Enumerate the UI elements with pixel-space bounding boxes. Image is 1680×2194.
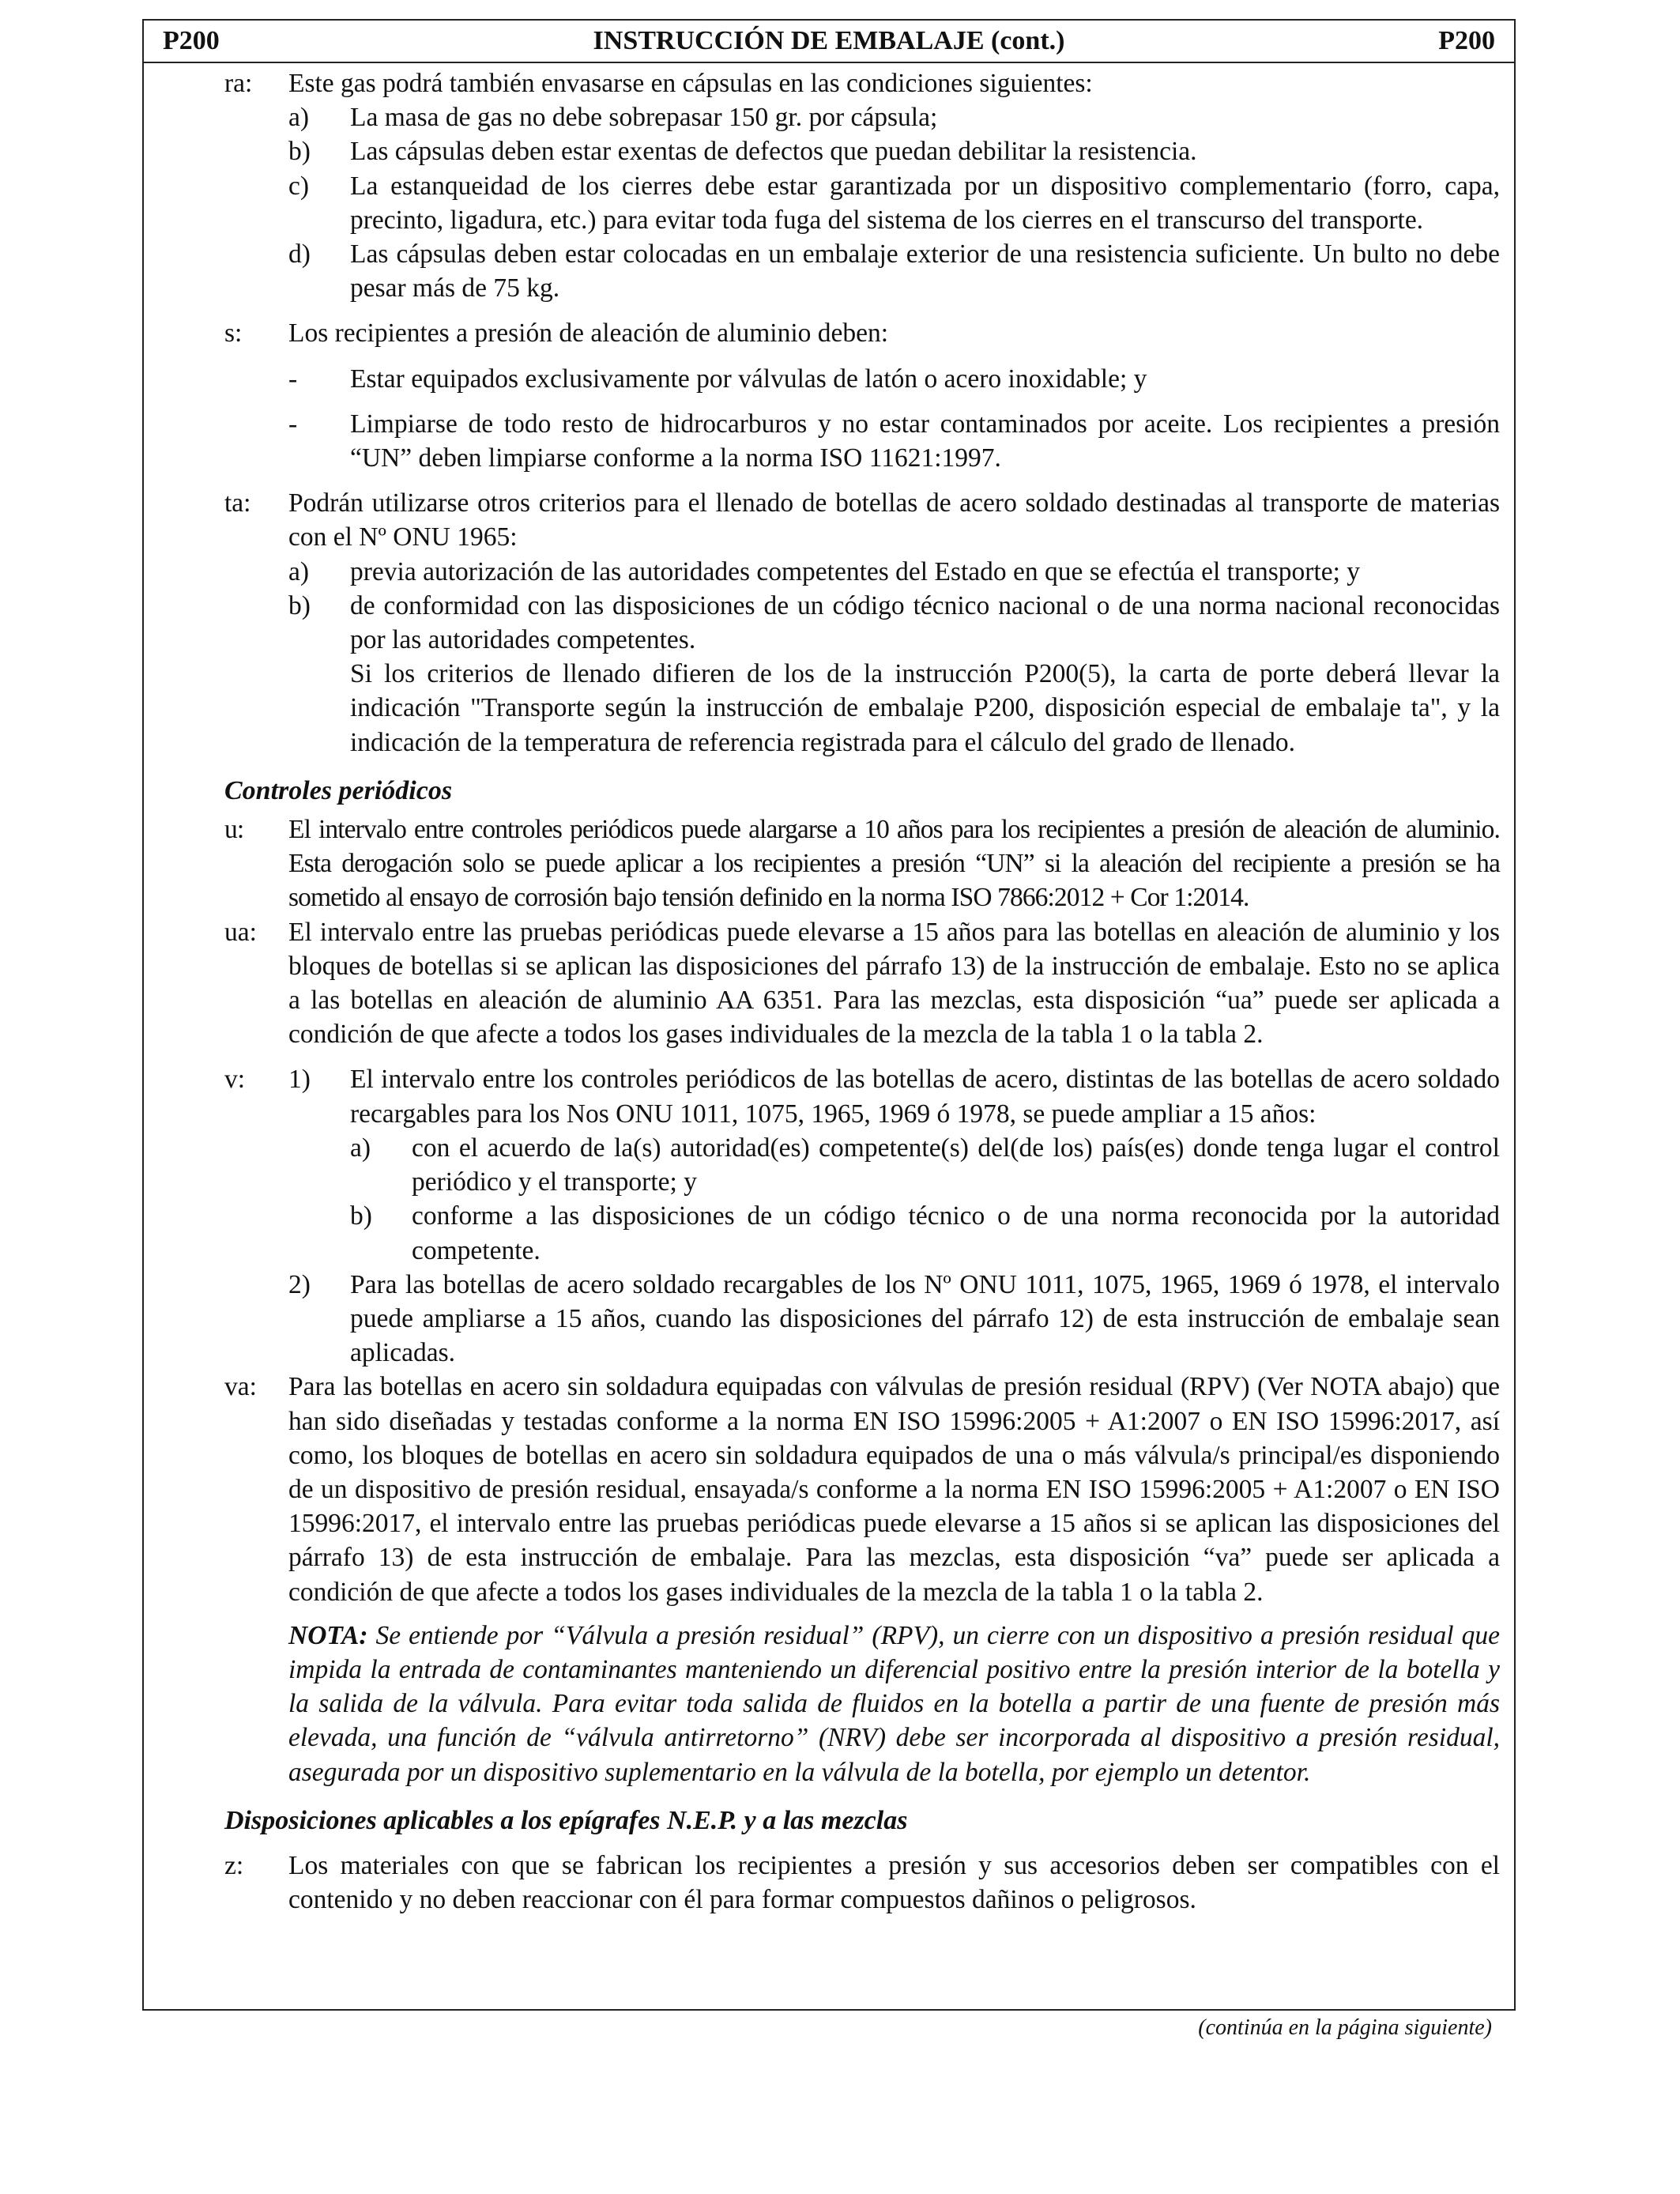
item-text: La masa de gas no debe sobrepasar 150 gr. por cápsula; [350, 103, 938, 133]
item-label: d) [288, 239, 311, 270]
provision-text: Podrán utilizarse otros criterios para el llenado de botellas de acero soldado destinadas al transporte de materias con el Nº ONU 1965: [288, 488, 1500, 552]
note-label: NOTA: [288, 1620, 368, 1650]
item-text: Las cápsulas deben estar exentas de defectos que puedan debilitar la resistencia. [350, 137, 1197, 167]
instruction-content [144, 66, 1514, 2009]
instruction-frame [142, 19, 1516, 2011]
list-item [288, 589, 1500, 657]
provision-ta [144, 486, 1514, 760]
continuation-note: (continúa en la página siguiente) [1198, 2015, 1492, 2040]
provision-tag: ra: [224, 69, 253, 98]
item-text: de conformidad con las disposiciones de un código técnico nacional o de una norma nacional reconocidas por las autoridades competentes. [350, 590, 1500, 655]
provision-ra [144, 66, 1514, 305]
item-label: a) [350, 1133, 371, 1163]
note-block [288, 1619, 1500, 1789]
provision-tag: u: [224, 815, 244, 845]
item-text: El intervalo entre los controles periódicos de las botellas de acero, distintas de las botellas de acero soldado recargables para los Nos ONU 1011, 1075, 1965, 1969 ó 1978, se puede ampliar a 15 años: [350, 1065, 1500, 1129]
provision-text: El intervalo entre las pruebas periódicas puede elevarse a 15 años para las botellas en aleación de aluminio y los bloques de botellas si se aplican las disposiciones del párrafo 13) de la instrucción de embalaje. Esto no se aplica a las botellas en aleación de aluminio AA 6351. Para las mezclas, esta disposición “ua” puede ser aplicada a condición de que afecte a todos los gases individuales de la mezcla de la tabla 1 o la tabla 2. [288, 917, 1500, 1050]
provision-text: Para las botellas en acero sin soldadura equipadas con válvulas de presión residual (RPV) (Ver NOTA abajo) que han sido diseñadas y testadas conforme a la norma EN ISO 15996:2005 + A1:2007 o EN ISO 15996:2017, así como, los bloques de botellas en acero sin soldadura equipados de una o más válvula/s principal/es disponiendo de un dispositivo de presión residual, ensayada/s conforme a la norma EN ISO 15996:2005 + A1:2007 o EN ISO 15996:2017, el intervalo entre las pruebas periódicas puede elevarse a 15 años si se aplican las disposiciones del párrafo 13) de esta instrucción de embalaje. Para las mezclas, esta disposición “va” puede ser aplicada a condición de que afecte a todos los gases individuales de la mezcla de la tabla 1 o la tabla 2. [288, 1372, 1500, 1607]
item-label: a) [288, 556, 310, 586]
item-text: previa autorización de las autoridades competentes del Estado en que se efectúa el transporte; y [350, 556, 1361, 586]
provision-ua [144, 915, 1514, 1052]
provision-tag: ua: [224, 917, 257, 947]
item-label: b) [288, 137, 311, 167]
item-label: a) [288, 103, 310, 133]
provision-tag: s: [224, 319, 243, 349]
list-item [288, 407, 1500, 475]
list-item [288, 1062, 1500, 1267]
provision-text: Los materiales con que se fabrican los recipientes a presión y sus accesorios deben ser compatibles con el contenido y no deben reaccionar con él para formar compuestos dañinos o peligrosos. [288, 1850, 1500, 1915]
item-text: Para las botellas de acero soldado recargables de los Nº ONU 1011, 1075, 1965, 1969 ó 1978, el intervalo puede ampliarse a 15 años, cuando las disposiciones del párrafo 12) de esta instrucción de embalaje sean aplicadas. [350, 1269, 1500, 1368]
item-text: Limpiarse de todo resto de hidrocarburos y no estar contaminados por aceite. Los recipientes a presión “UN” deben limpiarse conforme a la norma ISO 11621:1997. [350, 409, 1500, 473]
list-item [288, 237, 1500, 305]
header-right-code: P200 [1438, 26, 1495, 55]
list-item [288, 169, 1500, 237]
list-item [288, 1268, 1500, 1370]
item-label: - [288, 364, 298, 394]
provision-tag: va: [224, 1372, 257, 1402]
provision-z [144, 1849, 1514, 1917]
list-item [350, 1131, 1500, 1199]
item-label: b) [288, 590, 311, 620]
header-title: INSTRUCCIÓN DE EMBALAJE (cont.) [593, 26, 1065, 55]
item-label: 2) [288, 1269, 311, 1299]
page-header [144, 21, 1514, 63]
item-text: Las cápsulas deben estar colocadas en un embalaje exterior de una resistencia suficiente. Un bulto no debe pesar más de 75 kg. [350, 239, 1500, 303]
header-left-code: P200 [163, 26, 220, 55]
provision-u [144, 812, 1514, 915]
item-text: Si los criterios de llenado difieren de los de la instrucción P200(5), la carta de porte deberá llevar la indicación "Transporte según la instrucción de embalaje P200, disposición especial de embalaje ta", y la indicación de la temperatura de referencia registrada para el cálculo del grado de llenado. [350, 659, 1500, 757]
note-text: Se entiende por “Válvula a presión residual” (RPV), un cierre con un dispositivo a presión residual que impida la entrada de contaminantes manteniendo un diferencial positivo entre la presión interior de la botella y la salida de la válvula. Para evitar toda salida de fluidos en la botella a partir de una fuente de presión más elevada, una función de “válvula antirretorno” (NRV) debe ser incorporada al dispositivo a presión residual, asegurada por un dispositivo suplementario en la válvula de la botella, por ejemplo un detentor. [288, 1620, 1500, 1787]
item-label: b) [350, 1201, 372, 1231]
provision-tag: v: [224, 1065, 246, 1095]
provision-v [144, 1062, 1514, 1370]
list-item [288, 362, 1500, 396]
provision-text: Los recipientes a presión de aleación de aluminio deben: [288, 319, 889, 349]
provision-s [144, 316, 1514, 475]
list-item [288, 100, 1500, 134]
provision-text: El intervalo entre controles periódicos puede alargarse a 10 años para los recipientes a presión de aleación de aluminio. Esta derogación solo se puede aplicar a los recipientes a presión “UN” si la aleación del recipiente a presión se ha sometido al ensayo de corrosión bajo tensión definido en la norma ISO 7866:2012 + Cor 1:2014. [288, 815, 1500, 913]
item-text: La estanqueidad de los cierres debe estar garantizada por un dispositivo complementario (forro, capa, precinto, ligadura, etc.) para evitar toda fuga del sistema de los cierres en el transcurso del transporte. [350, 171, 1500, 235]
list-item [350, 1199, 1500, 1267]
provision-text: Este gas podrá también envasarse en cápsulas en las condiciones siguientes: [288, 69, 1093, 98]
item-label: c) [288, 171, 310, 201]
item-label: - [288, 409, 298, 439]
item-text: Estar equipados exclusivamente por válvulas de latón o acero inoxidable; y [350, 364, 1147, 394]
list-item-continuation [288, 657, 1500, 760]
item-text: conforme a las disposiciones de un código técnico o de una norma reconocida por la autoridad competente. [412, 1201, 1500, 1265]
provision-tag: ta: [224, 488, 251, 518]
item-text: con el acuerdo de la(s) autoridad(es) competente(s) del(de los) país(es) donde tenga lugar el control periódico y el transporte; y [412, 1133, 1500, 1197]
item-label: 1) [288, 1065, 311, 1095]
section-heading-nep: Disposiciones aplicables a los epígrafes N.E.P. y a las mezclas [224, 1805, 908, 1835]
provision-va [144, 1370, 1514, 1789]
section-heading-controles: Controles periódicos [224, 775, 453, 805]
list-item [288, 555, 1500, 589]
list-item [288, 134, 1500, 168]
provision-tag: z: [224, 1850, 244, 1880]
